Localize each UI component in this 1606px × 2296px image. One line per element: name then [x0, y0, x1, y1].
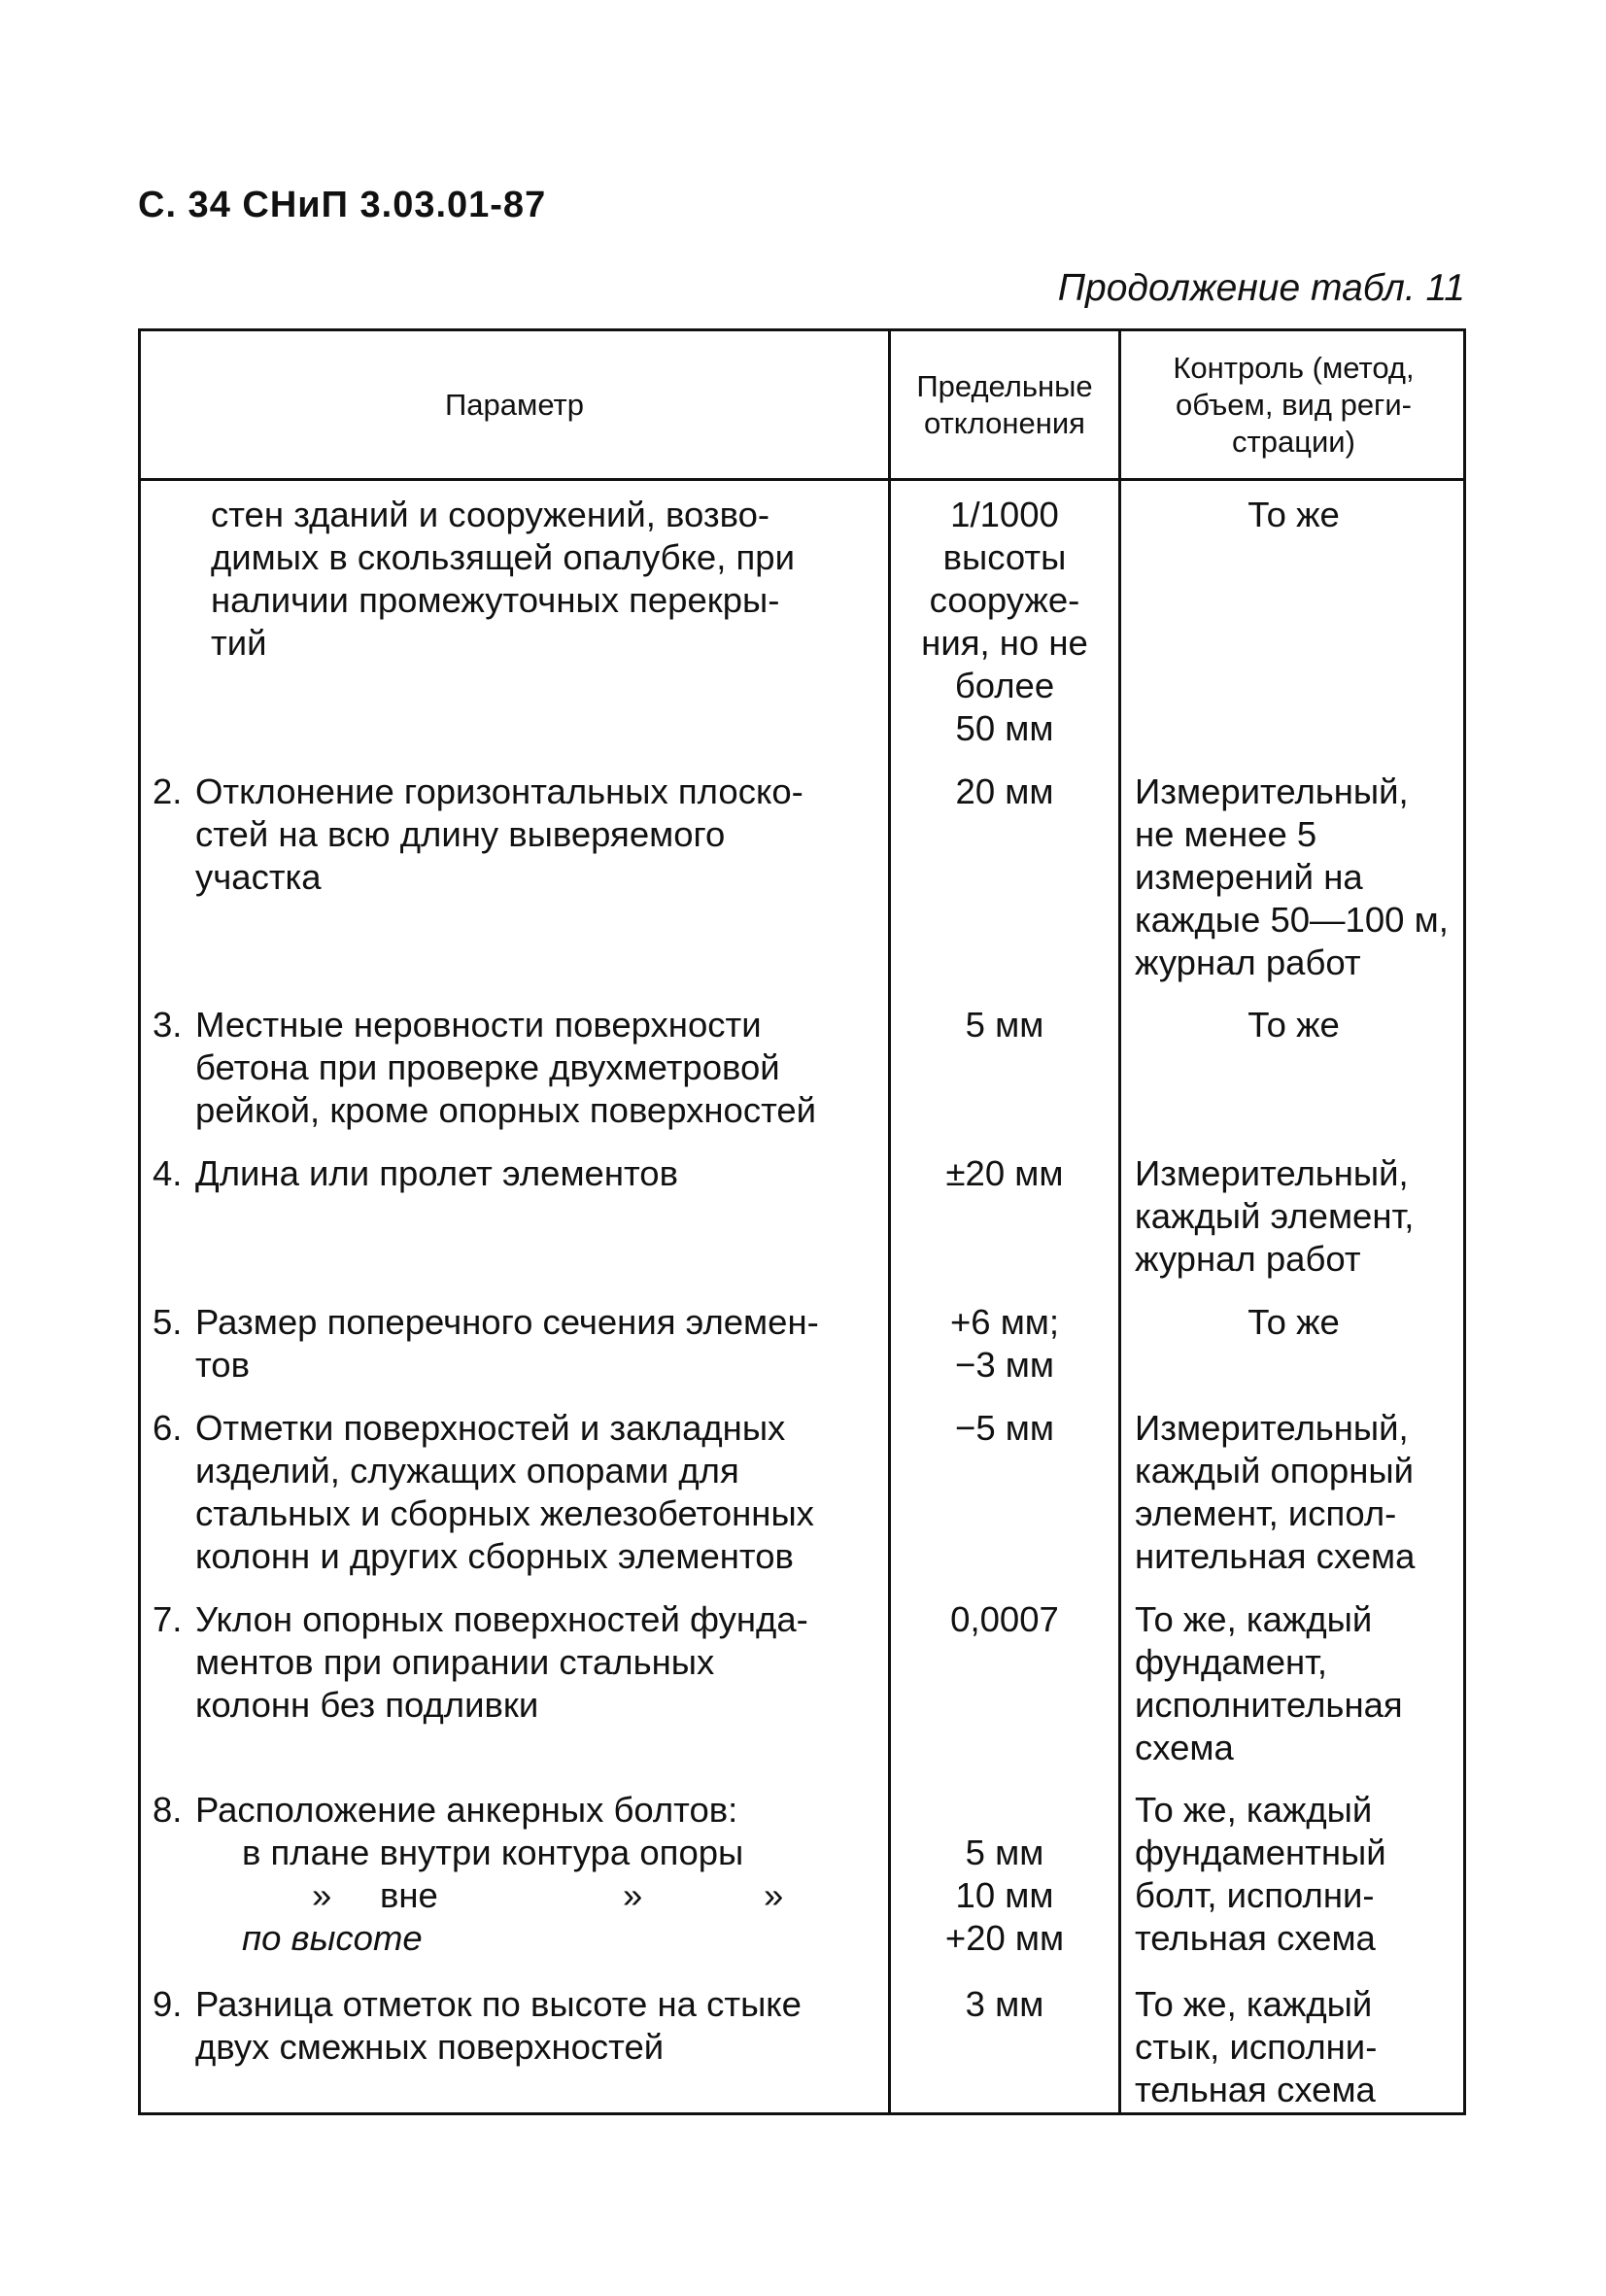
row-number: 9.	[153, 1984, 183, 2024]
deviation-cell: 5 мм 10 мм +20 мм	[944, 1833, 1065, 1958]
deviation-cell: −5 мм	[955, 1408, 1054, 1448]
deviation-cell: 3 мм	[965, 1984, 1044, 2024]
header-deviation: Предельные отклонения	[916, 368, 1093, 440]
table-caption: Продолжение табл. 11	[1057, 267, 1465, 309]
table-row: 2. Отклонение горизонтальных плоско- стей на всю длину выверяемого участка	[153, 771, 803, 897]
table-row: 3. Местные неровности поверхности бетона при проверке двухметровой рейкой, кроме опорных поверхностей	[153, 1005, 817, 1130]
anchor-bolts-outside-line: » вне » »	[312, 1875, 784, 1915]
header-param: Параметр	[445, 387, 584, 422]
control-cell: То же, каждый фундаментный болт, исполни- тельная схема	[1135, 1790, 1386, 1958]
table-row: 8. Расположение анкерных болтов: в плане внутри контура опоры » вне » » по высоте	[153, 1789, 891, 1960]
row-number: 7.	[153, 1599, 183, 1639]
header-control: Контроль (метод, объем, вид реги- страции)	[1173, 350, 1415, 459]
page-header: С. 34 СНиП 3.03.01-87	[138, 185, 547, 225]
deviation-cell: 5 мм	[965, 1005, 1044, 1045]
row-number: 3.	[153, 1005, 183, 1045]
control-cell: То же	[1247, 1302, 1340, 1342]
control-cell: Измерительный, каждый элемент, журнал работ	[1135, 1153, 1415, 1279]
norms-table	[138, 328, 1466, 2115]
control-cell: То же, каждый фундамент, исполнительная схема	[1135, 1599, 1403, 1767]
row-number: 4.	[153, 1153, 183, 1193]
deviation-cell: 20 мм	[955, 771, 1054, 811]
control-cell: То же, каждый стык, исполни- тельная схема	[1135, 1984, 1378, 2109]
table-row: 9. Разница отметок по высоте на стыке двух смежных поверхностей	[153, 1984, 802, 2067]
control-cell: Измерительный, не менее 5 измерений на каждые 50—100 м, журнал работ	[1135, 771, 1449, 982]
deviation-cell: 1/1000 высоты сооруже- ния, но не более 50 мм	[921, 495, 1088, 748]
row-number: 5.	[153, 1302, 183, 1342]
table-row: 4. Длина или пролет элементов	[153, 1153, 678, 1193]
table-row: 6. Отметки поверхностей и закладных изделий, служащих опорами для стальных и сборных железобетонных колонн и других сборных элементов	[153, 1408, 814, 1576]
deviation-cell: +6 мм; −3 мм	[949, 1302, 1060, 1385]
table-row: 5. Размер поперечного сечения элемен- тов	[153, 1302, 819, 1385]
control-cell: То же	[1247, 495, 1340, 534]
control-cell: Измерительный, каждый опорный элемент, испол- нительная схема	[1135, 1408, 1416, 1576]
row-number: 2.	[153, 771, 183, 811]
column-divider	[1118, 331, 1121, 2112]
control-cell: То же	[1247, 1005, 1340, 1045]
deviation-cell: ±20 мм	[945, 1153, 1064, 1193]
header-divider	[141, 478, 1463, 481]
row-number: 8.	[153, 1790, 183, 1830]
table-row: стен зданий и сооружений, возво- димых в скользящей опалубке, при наличии промежуточных перекры- тий	[211, 495, 795, 663]
row-number: 6.	[153, 1408, 183, 1448]
table-row: 7. Уклон опорных поверхностей фунда- ментов при опирании стальных колонн без подливки	[153, 1599, 808, 1725]
deviation-cell: 0,0007	[950, 1599, 1059, 1639]
